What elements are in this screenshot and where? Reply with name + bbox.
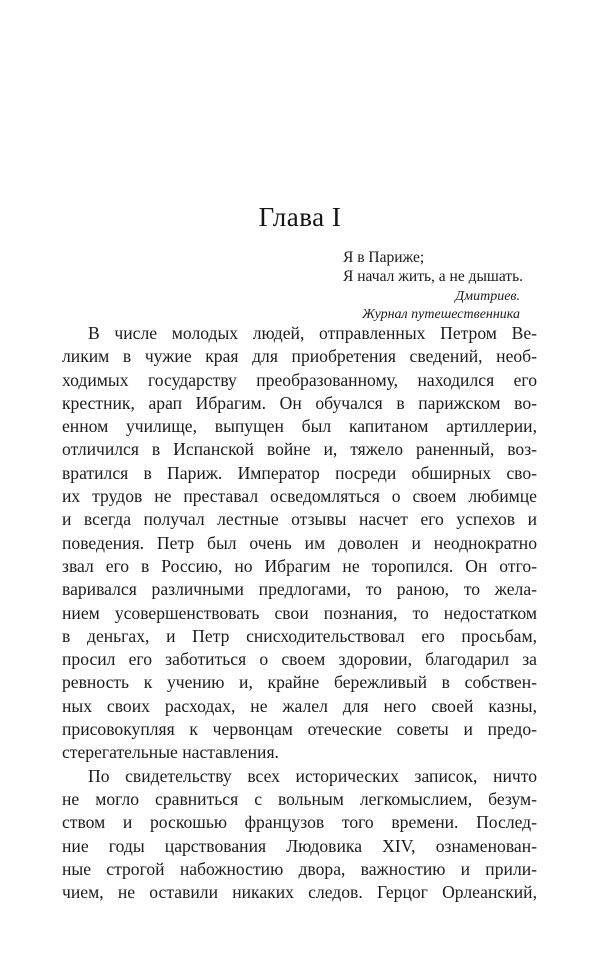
text-line: нием усовершенствовать свои познания, то недостатком (62, 602, 537, 623)
epigraph-author: Дмитриев. (455, 289, 520, 304)
text-line: В числе молодых людей, отправленных Петром Ве- (88, 323, 537, 343)
text-line: чием, не оставили никаких следов. Герцог Орлеанский, (62, 882, 537, 903)
text-line: стерегательные наставления. (62, 742, 279, 763)
text-line: в деньгах, и Петр снисходительствовал его просьбам, (62, 625, 537, 646)
paragraph-2 (62, 765, 537, 905)
epigraph-line: Я в Париже; (343, 249, 425, 266)
text-line: ством и роскошью французов того времени. Послед- (62, 812, 537, 833)
text-line: их трудов не преставал осведомляться о своем любимце (62, 486, 537, 507)
text-line: поведения. Петр был очень им доволен и неоднократно (62, 532, 537, 553)
text-line: ходимых государству преобразованному, находился его (62, 369, 537, 390)
text-line: крестник, арап Ибрагим. Он обучался в парижском во- (62, 392, 537, 413)
text-line: отличился в Испанской войне и, тяжело раненный, воз- (62, 439, 537, 460)
text-line: просил его заботиться о своем здоровии, благодарил за (62, 649, 537, 670)
text-line: ликим в чужие края для приобретения сведений, необ- (62, 346, 537, 367)
text-line: вратился в Париж. Император посреди обширных сво- (62, 462, 537, 483)
text-line: не могло сравниться с вольным легкомыслием, безум- (62, 788, 537, 809)
chapter-title: Глава I (258, 202, 342, 232)
text-line: варивался различными предлогами, то раною, то жела- (62, 579, 537, 600)
paragraph-1 (62, 322, 537, 765)
epigraph-source: Журнал путешественника (362, 307, 520, 322)
epigraph (343, 248, 543, 324)
text-line: ные строгой набожностию двора, важностию и прили- (62, 858, 537, 879)
text-line: и всегда получал лестные отзывы насчет его успехов и (62, 509, 537, 530)
text-line: звал его в Россию, но Ибрагим не торопился. Он отго- (62, 555, 537, 576)
text-line: ных своих расходах, не жалел для него своей казны, (62, 695, 537, 716)
text-line: ревность к учению и, крайне бережливый в собствен- (62, 672, 537, 693)
text-line: По свидетельству всех исторических записок, ничто (88, 765, 537, 786)
text-line: енном училище, выпущен был капитаном артиллерии, (62, 416, 537, 437)
epigraph-line: Я начал жить, а не дышать. (343, 268, 524, 285)
text-line: ние годы царствования Людовика XIV, ознаменован- (62, 835, 537, 856)
text-line: присовокупляя к червонцам отеческие советы и предо- (62, 719, 537, 740)
body-text (62, 322, 537, 904)
